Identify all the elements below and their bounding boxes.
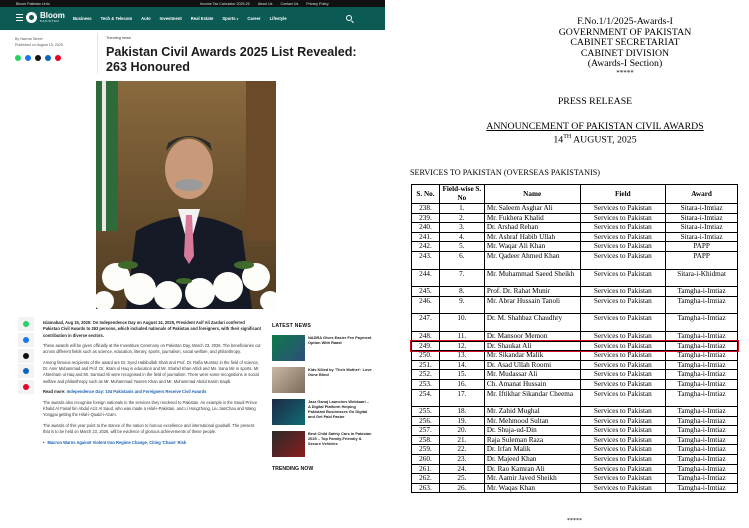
- article-headline: Pakistan Civil Awards 2025 List Revealed: 263 Honoured: [106, 45, 357, 74]
- nav-sports[interactable]: Sports ▾: [222, 16, 239, 21]
- table-cell: Raja Suleman Raza: [484, 435, 580, 445]
- divider: [97, 33, 98, 73]
- table-cell: Sitara-i-Imtiaz: [666, 223, 738, 233]
- table-cell: Tamgha-i-Imtiaz: [666, 296, 738, 314]
- table-cell: 243.: [412, 251, 440, 269]
- hamburger-menu-icon[interactable]: [16, 14, 23, 21]
- table-row: [412, 251, 738, 269]
- table-cell: Sitara-i-Khidmat: [666, 269, 738, 287]
- table-cell: Sitara-i-Imtiaz: [666, 232, 738, 242]
- table-cell: Dr. Rao Kamran Ali: [484, 464, 580, 474]
- table-cell: 249.: [412, 341, 440, 351]
- table-cell: 256.: [412, 416, 440, 426]
- logo-mark-icon: [26, 12, 37, 23]
- table-cell: 260.: [412, 455, 440, 465]
- publish-date: Published on August 15, 2025: [15, 43, 63, 47]
- table-cell: Services to Pakistan: [580, 351, 666, 361]
- table-cell: 26.: [439, 483, 484, 493]
- article-paragraph: The awards of this year point to the stance of the nation to honour excellence and international goodwill. The present that is to be held on March 23, 2026, will be evidence of glorious achievements of these people.: [43, 422, 255, 435]
- table-cell: Tamgha-i-Imtiaz: [666, 287, 738, 297]
- table-cell: Services to Pakistan: [580, 474, 666, 484]
- table-cell: Dr. Arshad Rehan: [484, 223, 580, 233]
- top-strip: [0, 0, 385, 7]
- table-cell: Mr. Sikandar Malik: [484, 351, 580, 361]
- share-x-button[interactable]: [18, 349, 34, 363]
- table-cell: Tamgha-i-Imtiaz: [666, 416, 738, 426]
- table-cell: 11.: [439, 331, 484, 341]
- table-row: [412, 213, 738, 223]
- table-row: [412, 416, 738, 426]
- linkedin-icon[interactable]: [45, 55, 51, 61]
- table-cell: Tamgha-i-Imtiaz: [666, 426, 738, 436]
- table-cell: 259.: [412, 445, 440, 455]
- search-icon[interactable]: [346, 15, 352, 21]
- table-row: [412, 287, 738, 297]
- article-byline: [15, 36, 63, 48]
- news-thumbnail: [272, 399, 305, 425]
- main-navbar: [0, 7, 385, 30]
- table-cell: Tamgha-i-Imtiaz: [666, 455, 738, 465]
- table-row: [412, 242, 738, 252]
- table-cell: Tamgha-i-Imtiaz: [666, 435, 738, 445]
- table-cell: Tamgha-i-Imtiaz: [666, 407, 738, 417]
- table-row: [412, 223, 738, 233]
- x-twitter-icon: [23, 353, 29, 359]
- news-title: Kids Killed by 'Their Mother': Love Gone Blind: [308, 366, 372, 377]
- file-number: F.No.1/1/2025-Awards-I: [577, 16, 673, 27]
- table-cell: Mr. Mehmood Sultan: [484, 416, 580, 426]
- table-cell: 254.: [412, 389, 440, 407]
- table-cell: 6.: [439, 251, 484, 269]
- table-row: [412, 351, 738, 361]
- table-cell: 244.: [412, 269, 440, 287]
- share-facebook-button[interactable]: [18, 333, 34, 347]
- table-cell: 14.: [439, 360, 484, 370]
- section-title: SERVICES TO PAKISTAN (OVERSEAS PAKISTANIS): [410, 168, 601, 177]
- table-cell: 263.: [412, 483, 440, 493]
- table-cell: 22.: [439, 445, 484, 455]
- table-cell: 16.: [439, 379, 484, 389]
- table-cell: PAPP: [666, 242, 738, 252]
- table-cell: 3.: [439, 223, 484, 233]
- table-cell: 262.: [412, 474, 440, 484]
- table-cell: Mr. Muhammad Saeed Sheikh: [484, 269, 580, 287]
- whatsapp-icon[interactable]: [15, 55, 21, 61]
- linkedin-icon: [23, 368, 29, 374]
- nav-auto[interactable]: Auto: [141, 16, 151, 21]
- table-cell: Services to Pakistan: [580, 407, 666, 417]
- table-cell: 19.: [439, 416, 484, 426]
- table-row: [412, 464, 738, 474]
- share-row: [15, 55, 61, 61]
- table-cell: Dr. M. Shahbaz Chaudhry: [484, 314, 580, 332]
- table-cell: 23.: [439, 455, 484, 465]
- pinterest-icon[interactable]: [55, 55, 61, 61]
- table-cell: 247.: [412, 314, 440, 332]
- article-body: [43, 320, 261, 450]
- table-cell: Tamgha-i-Imtiaz: [666, 351, 738, 361]
- table-row: [412, 483, 738, 493]
- awards-table: [411, 184, 738, 493]
- table-cell: Tamgha-i-Imtiaz: [666, 360, 738, 370]
- table-cell: Tamgha-i-Imtiaz: [666, 331, 738, 341]
- table-row: [412, 407, 738, 417]
- related-link[interactable]: • Macron Warns Against Violent Iran Regime Change, Citing 'Chaos' Risk: [43, 440, 261, 446]
- read-more-link[interactable]: Independence Day: 104 Pakistanis and Foreigners Receive Civil Awards: [66, 389, 207, 395]
- table-cell: Services to Pakistan: [580, 341, 666, 351]
- table-cell: Sitara-i-Imtiaz: [666, 213, 738, 223]
- table-cell: Tamgha-i-Imtiaz: [666, 314, 738, 332]
- table-cell: 246.: [412, 296, 440, 314]
- pinterest-icon: [23, 384, 29, 390]
- table-cell: Dr. Asad Ullah Roomi: [484, 360, 580, 370]
- site-logo[interactable]: [26, 12, 65, 23]
- table-cell: Services to Pakistan: [580, 379, 666, 389]
- column-header: Award: [666, 185, 738, 204]
- table-cell: 261.: [412, 464, 440, 474]
- table-header: [412, 185, 738, 204]
- table-row: [412, 204, 738, 214]
- news-title: Jazz Ganaj Launches Webkaari – A Digital Platform Helping Pakistani Businesses Go Digital and Get Paid Faster: [308, 398, 369, 419]
- table-cell: Tamgha-i-Imtiaz: [666, 379, 738, 389]
- nav-real-estate[interactable]: Real Estate: [190, 16, 214, 21]
- table-cell: Tamgha-i-Imtiaz: [666, 445, 738, 455]
- column-header: Name: [484, 185, 580, 204]
- table-cell: 248.: [412, 331, 440, 341]
- table-cell: 2.: [439, 213, 484, 223]
- table-cell: 5.: [439, 242, 484, 252]
- table-cell: Mr. Aamir Javed Sheikh: [484, 474, 580, 484]
- hero-image-president: [96, 81, 276, 309]
- header-stars: *****: [616, 68, 634, 77]
- table-row: [412, 389, 738, 407]
- secretariat-title: CABINET SECRETARIAT: [570, 37, 680, 48]
- top-link-tax-calculator[interactable]: Income Tax Calculator 2025-26: [200, 1, 250, 6]
- nav-lifestyle[interactable]: Lifestyle: [269, 16, 287, 21]
- table-cell: Mr. Waqas Khan: [484, 483, 580, 493]
- table-cell: Mr. Mudassar Ali: [484, 370, 580, 380]
- table-cell: Prof. Dr. Rahat Munir: [484, 287, 580, 297]
- news-title: NADRA Gives Easier Fee Payment Option With Raast: [308, 335, 372, 345]
- column-header: Field-wise S. No: [439, 185, 484, 204]
- article-category[interactable]: Trending news: [106, 36, 131, 40]
- trending-now-heading: TRENDING NOW: [272, 466, 314, 473]
- table-cell: Dr. Shuja-ud-Din: [484, 426, 580, 436]
- news-title: Best Child Safety Cars in Pakistan 2025 – Top Family-Friendly & Secure Vehicles: [308, 430, 372, 446]
- sticky-share-bar: [18, 317, 34, 396]
- table-cell: Services to Pakistan: [580, 296, 666, 314]
- table-cell: 25.: [439, 474, 484, 484]
- table-cell: 7.: [439, 269, 484, 287]
- table-cell: Ch. Amanat Hussain: [484, 379, 580, 389]
- document-footer: *****: [567, 518, 582, 524]
- news-item[interactable]: [272, 431, 372, 458]
- table-cell: Mr. Ashraf Habib Ullah: [484, 232, 580, 242]
- table-cell: Services to Pakistan: [580, 370, 666, 380]
- table-cell: Services to Pakistan: [580, 251, 666, 269]
- table-cell: Services to Pakistan: [580, 232, 666, 242]
- table-cell: Mr. Zahid Mughal: [484, 407, 580, 417]
- table-cell: 250.: [412, 351, 440, 361]
- table-cell: 24.: [439, 464, 484, 474]
- table-cell: Services to Pakistan: [580, 269, 666, 287]
- table-cell: Tamgha-i-Imtiaz: [666, 483, 738, 493]
- table-cell: 9.: [439, 296, 484, 314]
- table-cell: Services to Pakistan: [580, 435, 666, 445]
- table-cell: Services to Pakistan: [580, 426, 666, 436]
- table-cell: 255.: [412, 407, 440, 417]
- nav-investment[interactable]: Investment: [159, 16, 182, 21]
- chevron-down-icon: ▾: [236, 17, 239, 21]
- table-cell: 18.: [439, 407, 484, 417]
- table-cell: Services to Pakistan: [580, 331, 666, 341]
- government-title: GOVERNMENT OF PAKISTAN: [558, 26, 692, 38]
- share-whatsapp-button[interactable]: [18, 317, 34, 331]
- table-row: [412, 331, 738, 341]
- table-cell: Tamgha-i-Imtiaz: [666, 370, 738, 380]
- news-item[interactable]: [272, 367, 372, 394]
- table-cell: Dr. Mansoor Memon: [484, 331, 580, 341]
- table-cell: 240.: [412, 223, 440, 233]
- column-header: Field: [580, 185, 666, 204]
- table-cell: 253.: [412, 379, 440, 389]
- table-cell: 1.: [439, 204, 484, 214]
- table-row: [412, 269, 738, 287]
- table-cell: Mr. Waqar Ali Khan: [484, 242, 580, 252]
- table-cell: Dr. Irfan Malik: [484, 445, 580, 455]
- table-cell: Mr. Saleem Asghar Ali: [484, 204, 580, 214]
- announcement-date: 14TH AUGUST, 2025: [553, 134, 637, 146]
- table-cell: 245.: [412, 287, 440, 297]
- table-cell: PAPP: [666, 251, 738, 269]
- table-row: [412, 360, 738, 370]
- table-cell: Services to Pakistan: [580, 204, 666, 214]
- table-row: [412, 435, 738, 445]
- table-cell: Dr. Majeed Khan: [484, 455, 580, 465]
- table-cell: Services to Pakistan: [580, 242, 666, 252]
- author[interactable]: By Nazma Tareef: [15, 37, 43, 41]
- table-cell: Services to Pakistan: [580, 314, 666, 332]
- logo-wordmark: Bloom PAKISTAN: [40, 11, 65, 23]
- news-item[interactable]: [272, 399, 372, 426]
- table-cell: Services to Pakistan: [580, 464, 666, 474]
- table-cell: Services to Pakistan: [580, 416, 666, 426]
- table-cell: Sitara-i-Imtiaz: [666, 204, 738, 214]
- x-twitter-icon[interactable]: [35, 55, 41, 61]
- table-cell: Services to Pakistan: [580, 287, 666, 297]
- news-item[interactable]: [272, 335, 372, 362]
- table-row: [412, 426, 738, 436]
- table-row: [412, 445, 738, 455]
- table-row: [412, 296, 738, 314]
- table-row: [412, 379, 738, 389]
- table-cell: Dr. Shaukat Ali: [484, 341, 580, 351]
- table-cell: 258.: [412, 435, 440, 445]
- top-link-contact[interactable]: Contact Us: [280, 1, 299, 6]
- read-more: Read more: Independence Day: 104 Pakistanis and Foreigners Receive Civil Awards: [43, 389, 207, 395]
- table-cell: Mr. Fukhera Khalid: [484, 213, 580, 223]
- table-cell: 4.: [439, 232, 484, 242]
- table-cell: 10.: [439, 314, 484, 332]
- table-cell: 17.: [439, 389, 484, 407]
- announcement-title: ANNOUNCEMENT OF PAKISTAN CIVIL AWARDS: [486, 121, 704, 132]
- table-cell: Tamgha-i-Imtiaz: [666, 474, 738, 484]
- table-cell: Mr. Iftikhar Sikandar Cheema: [484, 389, 580, 407]
- table-cell: 21.: [439, 435, 484, 445]
- latest-news-panel: [272, 323, 372, 472]
- top-links: [200, 2, 329, 6]
- article-paragraph: Among famous recipients of the award are Dr. Syed Habibullah Shah and Prof. Dr. Rafia Mumtaz in the field of science, Dr. Amir Muhammad and Prof. Dr. Ikram ul Haq in education and Mr. Shahid Khan Afridi and Ms. Sana Mir in sports. Mr. Ahtesham ul Haq and Mr. Sarmad Ali were recognised in the field of journalism. There were some recognitions in social welfare and philanthropy such as Mr. Muhammad Yaseen Khan and Mr. Muhammad Abdul Karim Saqib.: [43, 359, 260, 384]
- table-row: [412, 474, 738, 484]
- table-row: [412, 455, 738, 465]
- facebook-icon: [23, 337, 29, 343]
- article-paragraph: These awards will be given officially at the Investiture Ceremony on Pakistan Day, March 23, 2026. The beneficiaries cut across different fields such as science, education, literary, sports, journalism, social welfare, and philanthropy.: [43, 343, 261, 355]
- table-cell: 12.: [439, 341, 484, 351]
- share-pinterest-button[interactable]: [18, 380, 34, 394]
- article-paragraph: Islamabad, Aug 15, 2025: On Independence Day on August 14, 2025, President Asif Ali Zardari conferred Pakistan Civil Awards to 263 persons, which included nationals of Pakistan and foreigners, with their significant contribution in diverse sectors.: [43, 320, 261, 338]
- table-cell: Tamgha-i-Imtiaz: [666, 341, 738, 351]
- table-cell: Services to Pakistan: [580, 223, 666, 233]
- table-row: [412, 341, 738, 351]
- table-cell: 13.: [439, 351, 484, 361]
- news-thumbnail: [272, 431, 305, 457]
- table-cell: Services to Pakistan: [580, 360, 666, 370]
- table-cell: 257.: [412, 426, 440, 436]
- top-link-about[interactable]: About Us: [257, 1, 273, 6]
- table-cell: 252.: [412, 370, 440, 380]
- latest-news-heading: LATEST NEWS: [272, 323, 311, 329]
- division-title: CABINET DIVISION: [580, 47, 670, 59]
- table-cell: 238.: [412, 204, 440, 214]
- table-row: [412, 232, 738, 242]
- nav-business[interactable]: Business: [73, 16, 92, 21]
- document-header: [525, 17, 725, 77]
- facebook-icon[interactable]: [25, 55, 31, 61]
- president-photo: [96, 81, 276, 309]
- press-release-document: [385, 0, 749, 528]
- table-cell: 8.: [439, 287, 484, 297]
- nav-tech-telecom[interactable]: Tech & Telecom: [100, 16, 133, 21]
- table-cell: 20.: [439, 426, 484, 436]
- share-linkedin-button[interactable]: [18, 364, 34, 378]
- nav-links: [73, 16, 287, 21]
- table-cell: Services to Pakistan: [580, 483, 666, 493]
- table-cell: 15.: [439, 370, 484, 380]
- table-row: [412, 370, 738, 380]
- table-cell: Services to Pakistan: [580, 455, 666, 465]
- table-cell: Services to Pakistan: [580, 445, 666, 455]
- table-row: [412, 314, 738, 332]
- section-name: (Awards-I Section): [587, 58, 663, 69]
- table-cell: Tamgha-i-Imtiaz: [666, 389, 738, 407]
- table-cell: Mr. Abrar Hussain Tanoli: [484, 296, 580, 314]
- news-thumbnail: [272, 335, 305, 361]
- press-release-title: PRESS RELEASE: [557, 96, 633, 107]
- table-cell: 251.: [412, 360, 440, 370]
- urdu-site-link[interactable]: Bloom Pakistan Urdu: [16, 1, 50, 6]
- table-cell: Tamgha-i-Imtiaz: [666, 464, 738, 474]
- top-link-privacy[interactable]: Privacy Policy: [306, 1, 329, 6]
- column-header: S. No.: [412, 185, 440, 204]
- nav-career[interactable]: Career: [247, 16, 261, 21]
- table-cell: 242.: [412, 242, 440, 252]
- table-cell: 241.: [412, 232, 440, 242]
- news-thumbnail: [272, 367, 305, 393]
- table-cell: Services to Pakistan: [580, 389, 666, 407]
- table-cell: Mr. Qadeer Ahmed Khan: [484, 251, 580, 269]
- table-cell: Services to Pakistan: [580, 213, 666, 223]
- table-cell: 239.: [412, 213, 440, 223]
- article-paragraph: The awards also recognise foreign nationals in the services they rendered to Pakistan. An example is the Saudi Prince Khalid Al Faisal bin Abdul Aziz Al Saud, who was made a Hilal-i-Pakistan, and Li Hongzhong, Liu JianChao and Wang Yonggai getting the Hilal-i-Quaid-i-Azam.: [43, 399, 258, 418]
- whatsapp-icon: [23, 321, 29, 327]
